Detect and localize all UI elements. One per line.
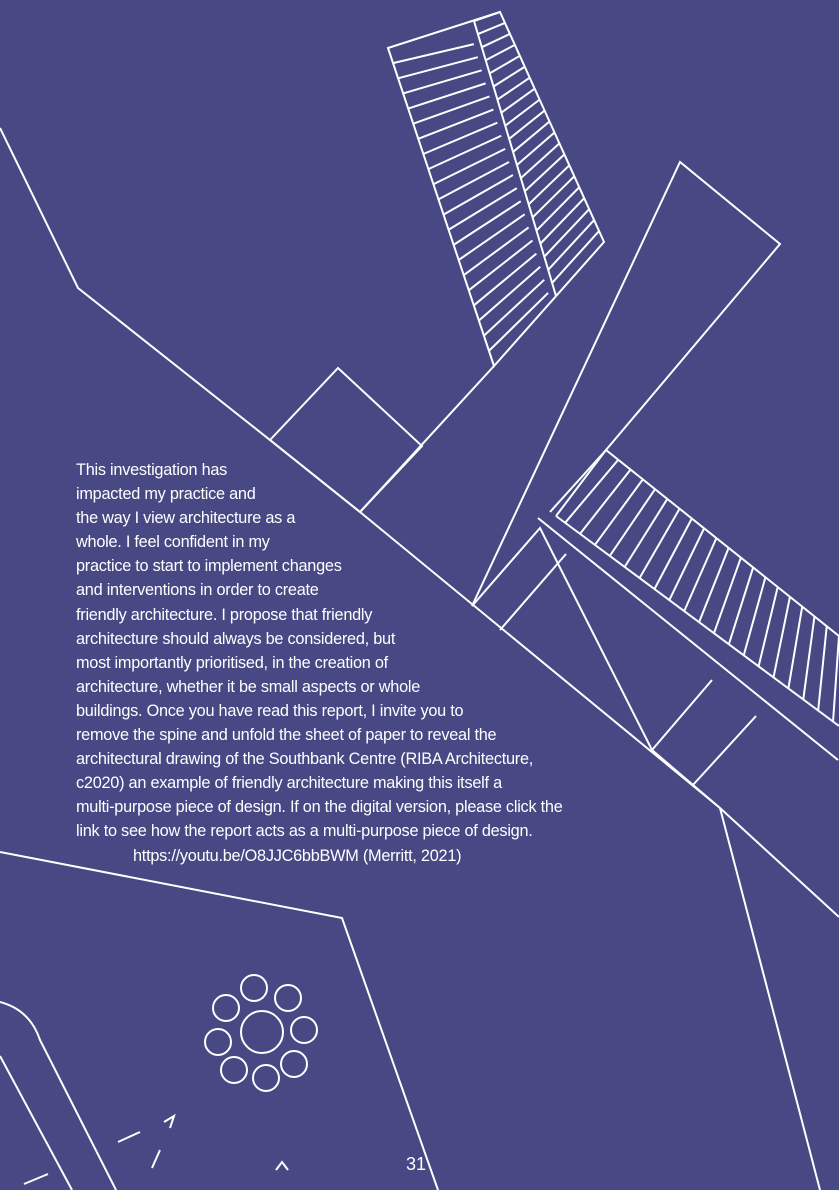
stair-tread	[684, 538, 716, 611]
stair-tread	[486, 45, 515, 60]
text-line: multi-purpose piece of design. If on the digital version, please click the	[76, 798, 563, 817]
text-line: friendly architecture. I propose that friendly	[76, 605, 373, 624]
text-line: whole. I feel confident in my	[76, 533, 270, 552]
stair-tread	[482, 34, 510, 47]
text-line: the way I view architecture as a	[76, 509, 296, 528]
text-line: remove the spine and unfold the sheet of paper to reveal the	[76, 726, 497, 745]
stair-tread	[803, 616, 814, 699]
stair-tread	[490, 56, 520, 74]
stair-tread	[699, 548, 729, 623]
stair-tread	[478, 23, 505, 34]
stair-tread	[513, 122, 549, 152]
text-line: This investigation has	[76, 461, 228, 479]
text-line: impacted my practice and	[76, 485, 256, 504]
stair-tread	[818, 626, 827, 711]
stair-tread	[509, 111, 544, 139]
text-line: architectural drawing of the Southbank Centre (RIBA Architecture,	[76, 750, 534, 769]
text-line: buildings. Once you have read this report, I invite you to	[76, 701, 464, 720]
stair-tread	[788, 607, 802, 689]
stair-tread	[438, 162, 509, 199]
stair-tread	[529, 165, 570, 204]
stair-tread	[408, 83, 485, 108]
text-line: architecture should always be considered, but	[76, 629, 396, 648]
plaza-outline	[0, 852, 438, 1190]
text-line: most importantly prioritised, in the creation of	[76, 653, 388, 672]
closing-paragraph	[76, 458, 676, 868]
text-line: link to see how the report acts as a multi-purpose piece of design.	[76, 822, 533, 841]
stair-tread	[449, 188, 517, 230]
stair-tread	[444, 175, 513, 215]
text-line: c2020) an example of friendly architecture making this itself a	[76, 774, 502, 793]
stair-tread	[423, 123, 497, 154]
stair-tread	[517, 132, 555, 165]
stair-tread	[428, 136, 501, 169]
text-line: and interventions in order to create	[76, 581, 319, 600]
stair-tread	[521, 143, 560, 178]
stair-tread	[833, 636, 839, 722]
stair-tread	[525, 154, 565, 191]
stair-tread	[501, 89, 534, 113]
stair-tread	[474, 12, 500, 21]
stair-tread	[413, 96, 489, 123]
video-link[interactable]: https://youtu.be/O8JJC6bbBWM (Merritt, 2021)	[133, 846, 462, 865]
page-number: 31	[406, 1154, 427, 1174]
stair-tread	[505, 100, 539, 126]
stair-tread	[393, 44, 474, 63]
stair-tread	[773, 597, 790, 678]
text-line: practice to start to implement changes	[76, 557, 342, 576]
fountain-circles	[205, 975, 317, 1091]
stair-tread	[533, 176, 575, 217]
stair-tread	[759, 587, 778, 667]
stair-block-top	[388, 12, 604, 366]
stair-tread	[433, 149, 505, 184]
text-line: architecture, whether it be small aspects or whole	[76, 677, 421, 696]
stair-tread	[418, 110, 493, 139]
